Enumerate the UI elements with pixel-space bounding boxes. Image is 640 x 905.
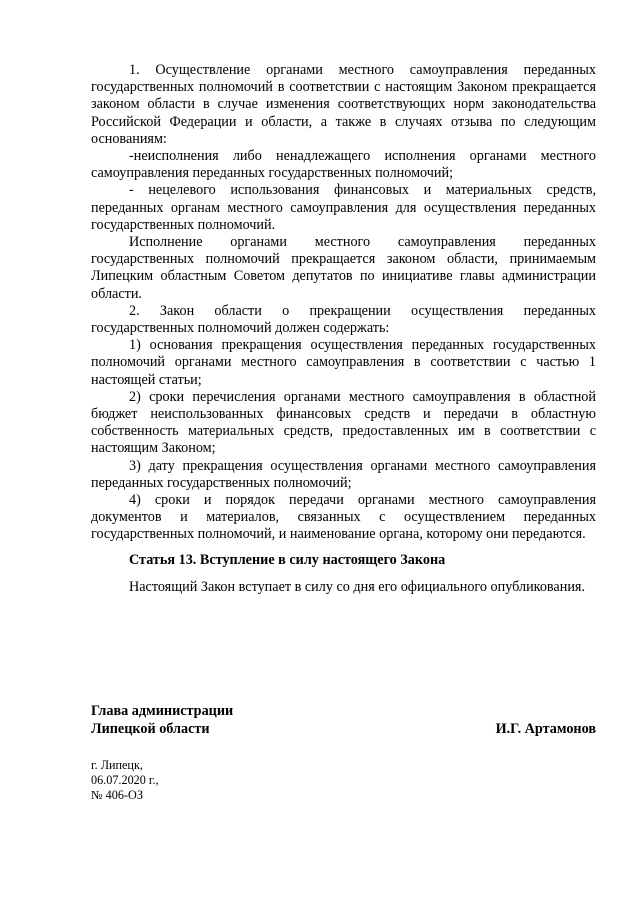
signature-block [91, 703, 596, 738]
document-city: г. Липецк, [91, 758, 143, 772]
paragraph-nonperformance: -неисполнения либо ненадлежащего исполнения органами местного самоуправления переданных государственных полномочий; [91, 148, 596, 182]
document-number: № 406-ОЗ [91, 788, 143, 802]
paragraph-misuse: - нецелевого использования финансовых и материальных средств, переданных органам местного самоуправления для осуществления переданных государственных полномочий. [91, 182, 596, 233]
article-13-text: Настоящий Закон вступает в силу со дня его официального опубликования. [129, 578, 585, 595]
paragraph-part-1: 1. Осуществление органами местного самоуправления переданных государственных полномочий в соответствии с настоящим Законом прекращается законом области в случае изменения соответствующих норм законодательства Российской Федерации и области, а также в случаях отзыва по следующим основаниям: [91, 62, 596, 147]
document-date: 06.07.2020 г., [91, 773, 159, 787]
paragraph-item-2: 2) сроки перечисления органами местного самоуправления в областной бюджет неиспользованных финансовых средств и передачи в областную собственность материальных средств, предоставленных им в соответствии с настоящим Законом; [91, 388, 596, 457]
signature-title-line2: Липецкой области [91, 720, 210, 737]
document-meta [91, 758, 159, 803]
article-13-heading: Статья 13. Вступление в силу настоящего Закона [129, 551, 446, 568]
signatory-name: И.Г. Артамонов [495, 720, 596, 737]
law-text [91, 62, 596, 596]
paragraph-termination: Исполнение органами местного самоуправления переданных государственных полномочий прекращается законом области, принимаемым Липецким областным Советом депутатов по инициативе главы администрации области. [91, 234, 596, 302]
paragraph-item-3: 3) дату прекращения осуществления органами местного самоуправления переданных государственных полномочий; [91, 457, 596, 491]
signature-title-line1: Глава администрации [91, 703, 234, 719]
paragraph-part-2: 2. Закон области о прекращении осуществления переданных государственных полномочий должен содержать: [91, 302, 596, 337]
signature-line [91, 721, 596, 739]
paragraph-item-1: 1) основания прекращения осуществления переданных государственных полномочий органами местного самоуправления в соответствии с частью 1 настоящей статьи; [91, 337, 596, 388]
paragraph-item-4: 4) сроки и порядок передачи органами местного самоуправления документов и материалов, связанных с осуществлением переданных государственных полномочий, и наименование органа, которому они передаются. [91, 492, 596, 543]
